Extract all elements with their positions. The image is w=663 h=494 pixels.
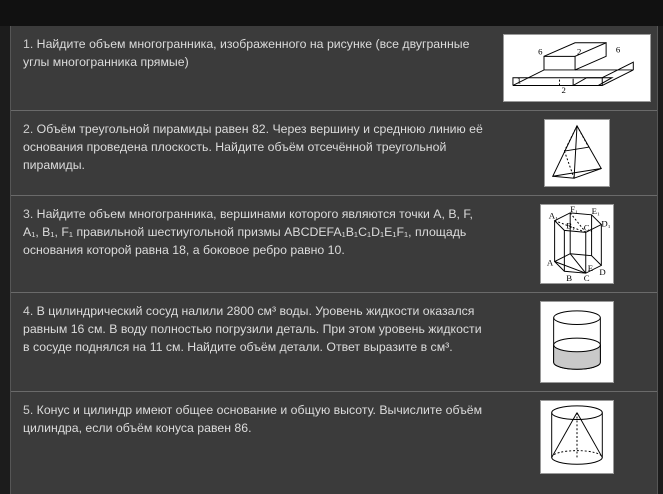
task-row <box>11 196 657 293</box>
task-figure-cell-1 <box>497 26 657 110</box>
task-figure-cell-4 <box>497 293 657 391</box>
cylinder-with-liquid-figure <box>540 301 614 383</box>
figure-label: 1 <box>516 75 522 86</box>
task-row <box>11 392 657 482</box>
right-margin <box>658 26 663 494</box>
task-statement-1: Найдите объем многогранника, изображенного на рисунке (все двугранные углы многогранника прямые) <box>23 37 470 69</box>
task-number-5: 5. <box>23 403 34 417</box>
task-statement-2: Объём треугольной пирамиды равен 82. Через вершину и среднюю линию её основания проведена плоскость. Найдите объём отсечённой треугольной пирамиды. <box>23 122 483 172</box>
figure-label: F₁ <box>570 204 579 214</box>
task-statement-3: Найдите объем многогранника, вершинами которого являются точки A, B, F, A₁, B₁, F₁ правильной шестиугольной призмы ABCDEFA₁B₁C₁D₁E₁F₁, площадь основания которой равна 18, а боковое ребро равно 10. <box>23 207 473 257</box>
figure-label: D <box>599 267 606 278</box>
figure-label: 2 <box>577 46 582 57</box>
rectangular-step-solid-figure <box>503 34 651 102</box>
task-row <box>11 26 657 111</box>
figure-label: A <box>546 257 554 268</box>
task-number-3: 3. <box>23 207 34 221</box>
figure-label: 6 <box>615 44 621 55</box>
figure-label: B₁ <box>566 220 576 231</box>
left-margin <box>0 26 10 494</box>
figure-label: 6 <box>538 46 543 57</box>
figure-label: C <box>583 272 590 283</box>
hexagonal-prism-figure <box>540 204 614 284</box>
task-statement-5: Конус и цилиндр имеют общее основание и общую высоту. Вычислите объём цилиндра, если объём конуса равен 86. <box>23 403 483 435</box>
top-bar <box>0 0 663 26</box>
task-text-5 <box>11 392 497 482</box>
figure-label: A₁ <box>548 210 559 221</box>
task-figure-cell-2 <box>497 111 657 195</box>
task-text-1 <box>11 26 497 110</box>
document-body <box>10 26 658 494</box>
task-figure-cell-3 <box>497 196 657 292</box>
figure-label: B <box>566 272 573 283</box>
task-text-4 <box>11 293 497 391</box>
task-number-1: 1. <box>23 37 34 51</box>
task-text-2 <box>11 111 497 195</box>
task-statement-4: В цилиндрический сосуд налили 2800 см³ воды. Уровень жидкости оказался равным 16 см. В воду полностью погрузили деталь. При этом уровень жидкости в сосуде поднялся на 11 см. Найдите объём детали. Ответ выразите в см³. <box>23 304 482 354</box>
task-row <box>11 111 657 196</box>
task-number-4: 4. <box>23 304 34 318</box>
figure-label: E <box>587 263 594 274</box>
task-number-2: 2. <box>23 122 34 136</box>
task-text-3 <box>11 196 497 292</box>
figure-label: C₁ <box>583 222 593 233</box>
task-row <box>11 293 657 392</box>
figure-label: E₁ <box>591 205 601 216</box>
triangular-pyramid-figure <box>544 119 610 187</box>
figure-label: 2 <box>561 85 566 96</box>
task-figure-cell-5 <box>497 392 657 482</box>
figure-label: D₁ <box>601 218 611 229</box>
cone-in-cylinder-figure <box>540 400 614 474</box>
